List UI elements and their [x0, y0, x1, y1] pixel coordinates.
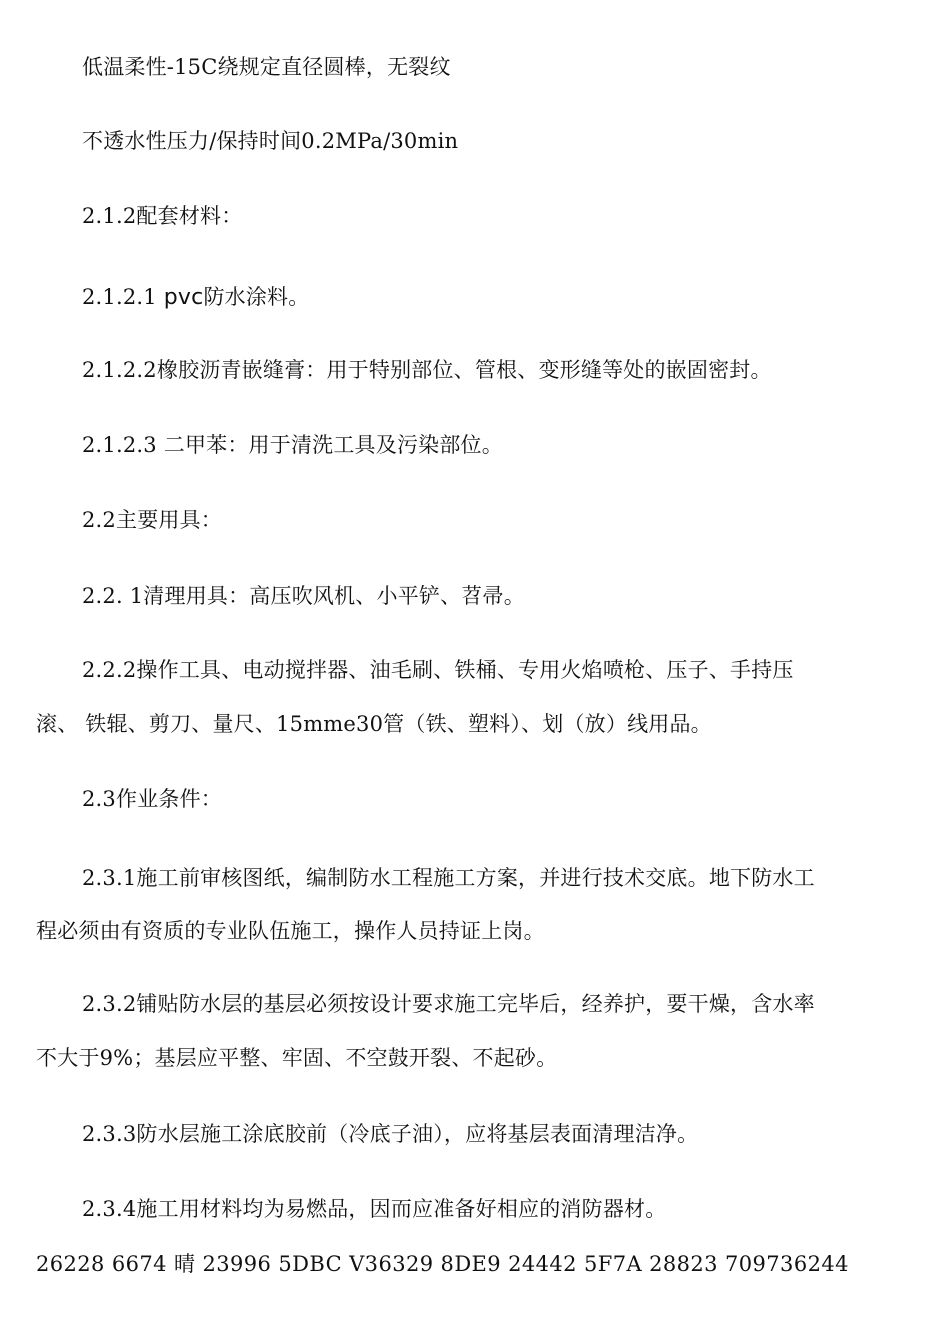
spec-low-temp-flexibility: 低温柔性-15C绕规定直径圆棒，无裂纹 — [82, 55, 451, 79]
heading-2-1-2: 2.1.2配套材料： — [82, 204, 243, 228]
spec-impermeability: 不透水性压力/保持时间0.2MPa/30min — [82, 129, 459, 153]
item-2-3-1-line1: 2.3.1施工前审核图纸，编制防水工程施工方案，并进行技术交底。地下防水工 — [82, 866, 815, 890]
item-2-1-2-1-number: 2.1.2.1 — [82, 285, 164, 309]
heading-2-3: 2.3作业条件： — [82, 787, 222, 811]
item-2-2-2-line2: 滚、 铁辊、剪刀、量尺、15mme30管（铁、塑料）、划（放）线用品。 — [36, 712, 712, 736]
item-2-1-2-1 — [82, 283, 309, 312]
item-2-1-2-1-pvc: pvc — [163, 285, 204, 310]
item-2-2-1: 2.2. 1清理用具：高压吹风机、小平铲、苕帚。 — [82, 584, 525, 608]
item-2-3-1-line2: 程必须由有资质的专业队伍施工，操作人员持证上岗。 — [36, 919, 545, 943]
item-2-1-2-2: 2.1.2.2橡胶沥青嵌缝膏：用于特别部位、管根、变形缝等处的嵌固密封。 — [82, 358, 772, 382]
item-2-3-2-line1: 2.3.2铺贴防水层的基层必须按设计要求施工完毕后，经养护，要干燥，含水率 — [82, 992, 815, 1016]
item-2-1-2-3: 2.1.2.3 二甲苯：用于清洗工具及污染部位。 — [82, 433, 503, 457]
item-2-2-2-line1: 2.2.2操作工具、电动搅拌器、油毛刷、铁桶、专用火焰喷枪、压子、手持压 — [82, 658, 794, 682]
footer-code-line: 26228 6674 晴 23996 5DBC V36329 8DE9 24442 5F7A 28823 709736244 — [36, 1252, 849, 1276]
heading-2-2: 2.2主要用具： — [82, 508, 222, 532]
item-2-3-4: 2.3.4施工用材料均为易燃品，因而应准备好相应的消防器材。 — [82, 1197, 667, 1221]
item-2-3-3: 2.3.3防水层施工涂底胶前（冷底子油），应将基层表面清理洁净。 — [82, 1122, 699, 1146]
item-2-3-2-line2: 不大于9%；基层应平整、牢固、不空鼓开裂、不起砂。 — [36, 1046, 558, 1070]
item-2-1-2-1-text: 防水涂料。 — [203, 285, 310, 309]
